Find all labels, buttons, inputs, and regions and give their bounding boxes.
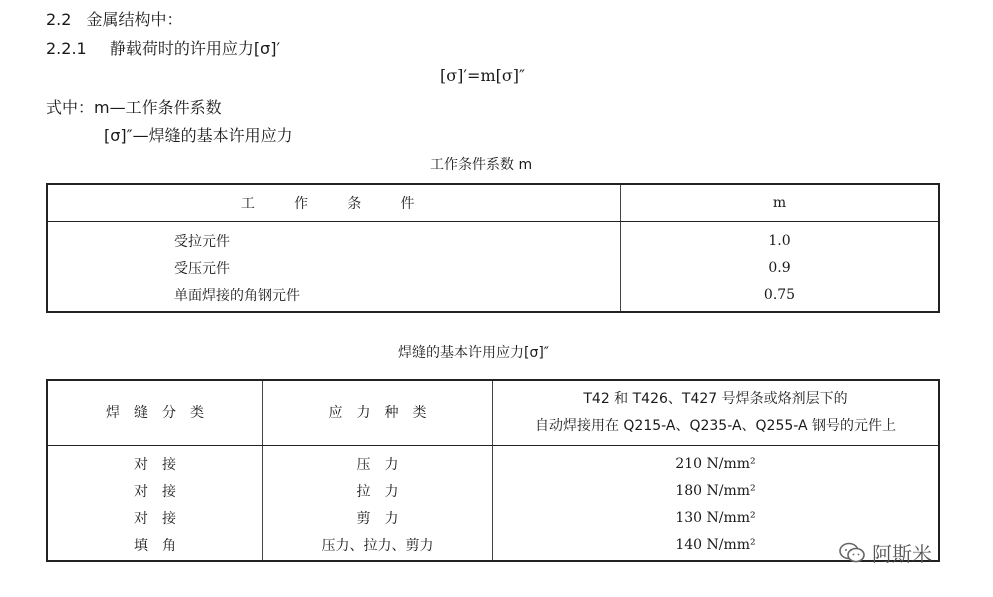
table1-caption: 工作条件系数 m <box>430 157 533 173</box>
header-condition: 工 作 条 件 <box>47 184 621 222</box>
header-allowable-line1: T42 和 T426、T427 号焊条或烙剂层下的 <box>583 391 848 407</box>
weld-type-cell: 填 角 <box>47 531 263 561</box>
condition-cell: 单面焊接的角钢元件 <box>47 281 621 312</box>
m-value-cell: 1.0 <box>768 232 791 249</box>
section-title: 金属结构中： <box>86 10 183 29</box>
stress-type-cell: 压 力 <box>263 446 493 478</box>
stress-value-cell: 180 N/mm² <box>675 482 756 499</box>
stress-type-cell: 压力、拉力、剪力 <box>263 531 493 561</box>
table-row <box>47 281 939 312</box>
section-number: 2.2 <box>46 10 72 29</box>
stress-value-cell: 130 N/mm² <box>675 509 756 526</box>
table-row <box>47 477 939 504</box>
header-weld-type: 焊 缝 分 类 <box>47 380 263 446</box>
m-value-cell: 0.9 <box>768 259 791 276</box>
condition-cell: 受拉元件 <box>47 222 621 255</box>
stress-type-cell: 剪 力 <box>263 504 493 531</box>
stress-value-cell: 140 N/mm² <box>675 536 756 553</box>
wechat-icon <box>838 542 866 564</box>
watermark-text: 阿斯米 <box>872 542 932 566</box>
table-row <box>47 222 939 255</box>
table-row <box>47 446 939 478</box>
header-m: m <box>621 184 940 222</box>
section-heading <box>46 7 183 30</box>
table-row <box>47 504 939 531</box>
weld-type-cell: 对 接 <box>47 446 263 478</box>
definition-sigma: [σ]″—焊缝的基本许用应力 <box>104 126 293 145</box>
table-row <box>47 531 939 561</box>
work-condition-table <box>46 183 940 313</box>
table2-caption: 焊缝的基本许用应力[σ]″ <box>398 345 550 361</box>
formula: [σ]′=m[σ]″ <box>440 66 525 85</box>
subsection-number: 2.2.1 <box>46 39 87 58</box>
weld-stress-table <box>46 379 940 562</box>
definition-m: 式中：m—工作条件系数 <box>46 98 222 117</box>
subsection-title: 静载荷时的许用应力[σ]′ <box>109 39 281 58</box>
header-stress-type: 应 力 种 类 <box>263 380 493 446</box>
weld-type-cell: 对 接 <box>47 477 263 504</box>
subsection-heading <box>46 36 280 59</box>
table-header-row <box>47 184 939 222</box>
header-allowable-stress <box>493 380 940 446</box>
condition-cell: 受压元件 <box>47 254 621 281</box>
stress-type-cell: 拉 力 <box>263 477 493 504</box>
stress-value-cell: 210 N/mm² <box>675 455 756 472</box>
weld-type-cell: 对 接 <box>47 504 263 531</box>
watermark <box>838 538 932 567</box>
header-allowable-line2: 自动焊接用在 Q215-A、Q235-A、Q255-A 钢号的元件上 <box>534 418 897 434</box>
table-row <box>47 254 939 281</box>
m-value-cell: 0.75 <box>763 286 796 303</box>
table-header-row <box>47 380 939 446</box>
